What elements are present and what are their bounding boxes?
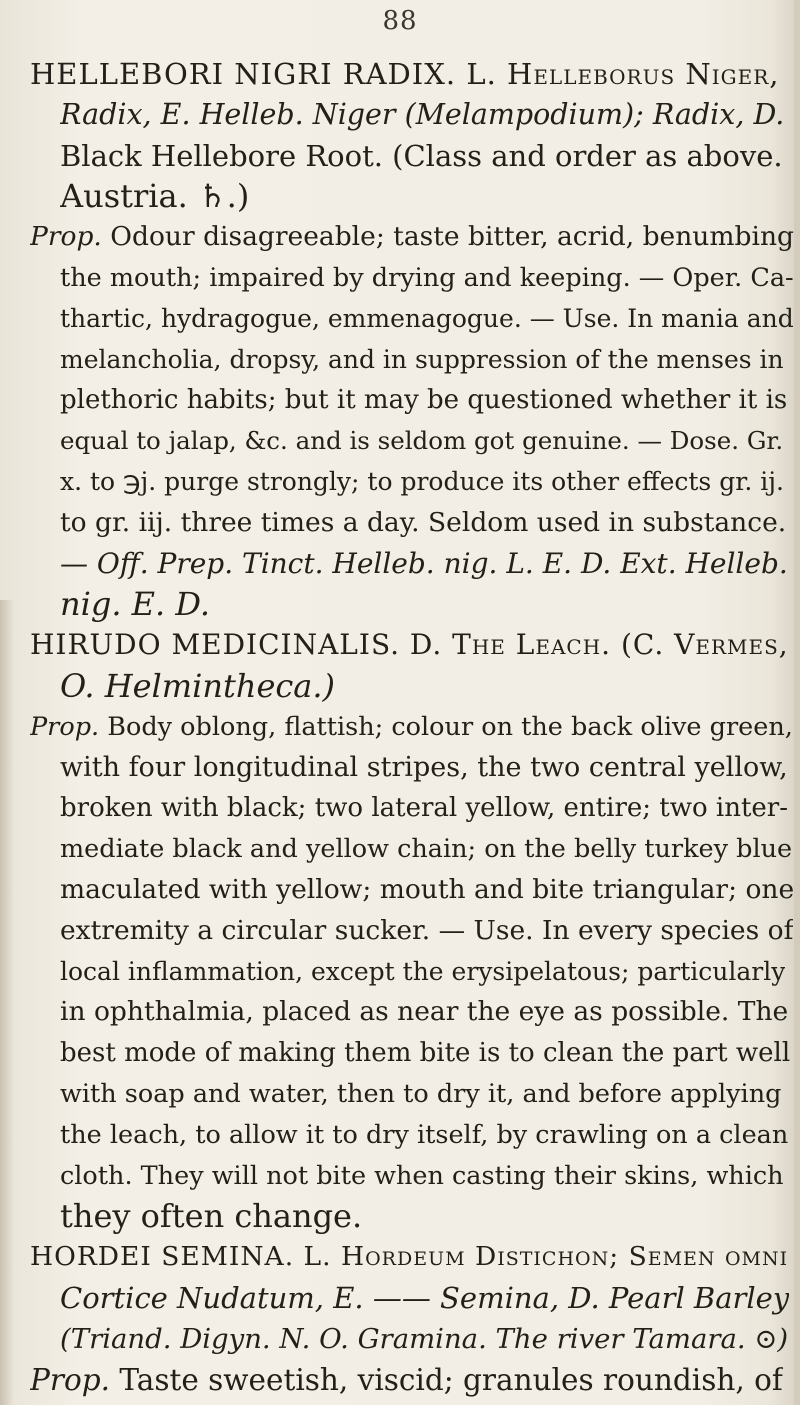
- prop-label: Prop.: [30, 711, 100, 742]
- text-line: the leach, to allow it to dry itself, by crawling on a clean: [60, 1119, 789, 1150]
- text-line: equal to jalap, &c. and is seldom got genuine. — Dose. Gr.: [60, 426, 784, 456]
- text-line: (Triand. Digyn. N. O. Gramina. The river Tamara. ⊙): [60, 1322, 789, 1355]
- text-line: x. to ℈j. purge strongly; to produce its other effects gr. ij.: [60, 467, 784, 496]
- text-line: in ophthalmia, placed as near the eye as possible. The: [60, 996, 789, 1028]
- entry-heading: HORDEI SEMINA. L. Hordeum Distichon; Semen omni: [30, 1241, 789, 1273]
- text-line: Prop. Body oblong, flattish; colour on the back olive green,: [30, 711, 793, 742]
- text-line: maculated with yellow; mouth and bite triangular; one: [60, 874, 795, 905]
- text-line: mediate black and yellow chain; on the belly turkey blue: [60, 834, 793, 865]
- text-line: to gr. iij. three times a day. Seldom used in substance.: [60, 506, 787, 538]
- entry-heading: HIRUDO MEDICINALIS. D. The Leach. (C. Vermes,: [30, 628, 789, 662]
- text-line: broken with black; two lateral yellow, entire; two inter-: [60, 793, 789, 824]
- text-line: extremity a circular sucker. — Use. In every species of: [60, 914, 794, 946]
- text-line: nig. E. D.: [60, 585, 211, 624]
- text-line: Austria. ♄.): [60, 177, 250, 216]
- text-line: — Off. Prep. Tinct. Helleb. nig. L. E. D. Ext. Helleb.: [60, 546, 788, 580]
- text-line: Prop. Taste sweetish, viscid; granules roundish, of: [30, 1362, 783, 1397]
- text-line: thartic, hydragogue, emmenagogue. — Use. In mania and: [60, 303, 794, 333]
- text-line: with four longitudinal stripes, the two central yellow,: [60, 751, 788, 783]
- text-line: plethoric habits; but it may be questioned whether it is: [60, 385, 788, 416]
- text-line: the mouth; impaired by drying and keeping. — Oper. Ca-: [60, 263, 794, 293]
- text-line: they often change.: [60, 1197, 363, 1236]
- text-line: local inflammation, except the erysipelatous; particularly: [60, 956, 786, 986]
- text-line: Prop. Odour disagreeable; taste bitter, acrid, benumbing: [30, 221, 794, 253]
- prop-label: Prop.: [30, 221, 102, 253]
- text-line: best mode of making them bite is to clean the part well: [60, 1038, 791, 1069]
- text-line: Cortice Nudatum, E. —— Semina, D. Pearl Barley: [60, 1281, 790, 1315]
- text-line: melancholia, dropsy, and in suppression of the menses in: [60, 344, 784, 374]
- prop-label: Prop.: [30, 1362, 110, 1397]
- text-line: cloth. They will not bite when casting their skins, which: [60, 1160, 784, 1191]
- text-line: O. Helmintheca.): [60, 667, 336, 705]
- entry-heading: HELLEBORI NIGRI RADIX. L. Helleborus Niger,: [30, 57, 780, 91]
- page-number: 88: [382, 6, 418, 36]
- text-line: Radix, E. Helleb. Niger (Melampodium); Radix, D.: [60, 97, 785, 131]
- text-line: with soap and water, then to dry it, and before applying: [60, 1079, 782, 1109]
- text-line: Black Hellebore Root. (Class and order as above.: [60, 138, 783, 173]
